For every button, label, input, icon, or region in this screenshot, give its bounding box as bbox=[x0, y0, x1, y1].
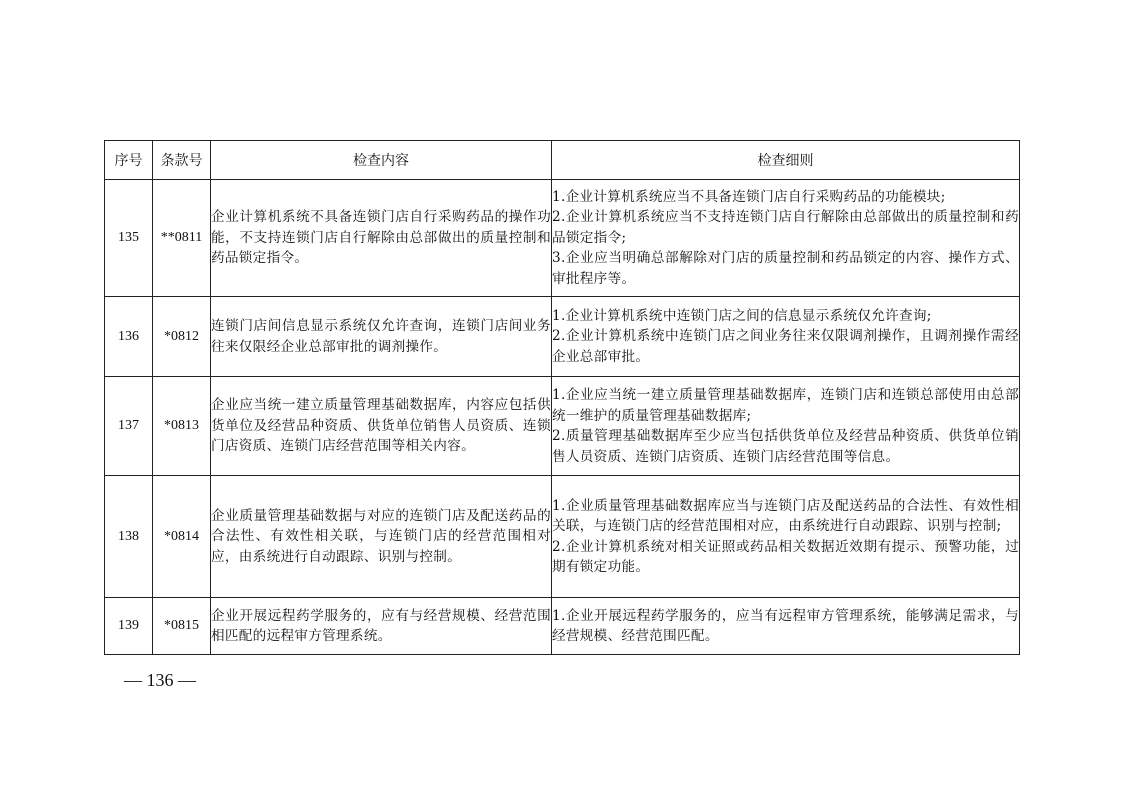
detail-item: 1.企业计算机系统应当不具备连锁门店自行采购药品的功能模块; bbox=[552, 188, 946, 205]
row-content: 企业计算机系统不具备连锁门店自行采购药品的操作功能，不支持连锁门店自行解除由总部做出的质量控制和药品锁定指令。 bbox=[211, 180, 552, 297]
row-content: 企业开展远程药学服务的，应有与经营规模、经营范围相匹配的远程审方管理系统。 bbox=[211, 598, 552, 655]
row-content: 连锁门店间信息显示系统仅允许查询，连锁门店间业务往来仅限经企业总部审批的调剂操作。 bbox=[211, 297, 552, 377]
detail-item: 2.质量管理基础数据库至少应当包括供货单位及经营品种资质、供货单位销售人员资质、连锁门店资质、连锁门店经营范围等信息。 bbox=[552, 428, 1019, 465]
row-serial-no: 138 bbox=[105, 476, 153, 598]
detail-item: 2.企业计算机系统对相关证照或药品相关数据近效期有提示、预警功能，过期有锁定功能。 bbox=[552, 538, 1019, 575]
row-details bbox=[552, 377, 1020, 476]
row-clause-no: *0815 bbox=[153, 598, 211, 655]
detail-item: 2.企业计算机系统中连锁门店之间业务往来仅限调剂操作，且调剂操作需经企业总部审批。 bbox=[552, 328, 1019, 365]
inspection-table bbox=[104, 140, 1020, 655]
row-details bbox=[552, 180, 1020, 297]
detail-item: 2.企业计算机系统应当不支持连锁门店自行解除由总部做出的质量控制和药品锁定指令; bbox=[552, 209, 1019, 246]
row-serial-no: 135 bbox=[105, 180, 153, 297]
row-details bbox=[552, 476, 1020, 598]
table-row bbox=[105, 377, 1020, 476]
header-inspection-content: 检查内容 bbox=[211, 141, 552, 180]
table-row bbox=[105, 297, 1020, 377]
table-row bbox=[105, 180, 1020, 297]
row-clause-no: *0814 bbox=[153, 476, 211, 598]
row-serial-no: 137 bbox=[105, 377, 153, 476]
row-content: 企业质量管理基础数据与对应的连锁门店及配送药品的合法性、有效性相关联，与连锁门店的经营范围相对应，由系统进行自动跟踪、识别与控制。 bbox=[211, 476, 552, 598]
row-details bbox=[552, 297, 1020, 377]
row-clause-no: *0812 bbox=[153, 297, 211, 377]
table-row bbox=[105, 598, 1020, 655]
table-row bbox=[105, 476, 1020, 598]
row-clause-no: **0811 bbox=[153, 180, 211, 297]
row-serial-no: 136 bbox=[105, 297, 153, 377]
footer-dash-right: — bbox=[178, 670, 196, 690]
detail-item: 3.企业应当明确总部解除对门店的质量控制和药品锁定的内容、操作方式、审批程序等。 bbox=[552, 250, 1019, 287]
row-clause-no: *0813 bbox=[153, 377, 211, 476]
detail-item: 1.企业计算机系统中连锁门店之间的信息显示系统仅允许查询; bbox=[552, 307, 932, 324]
detail-item: 1.企业应当统一建立质量管理基础数据库，连锁门店和连锁总部使用由总部统一维护的质量管理基础数据库; bbox=[552, 387, 1019, 424]
row-content: 企业应当统一建立质量管理基础数据库，内容应包括供货单位及经营品种资质、供货单位销售人员资质、连锁门店资质、连锁门店经营范围等相关内容。 bbox=[211, 377, 552, 476]
footer-dash-left: — bbox=[124, 670, 142, 690]
header-serial-no: 序号 bbox=[105, 141, 153, 180]
row-serial-no: 139 bbox=[105, 598, 153, 655]
row-details bbox=[552, 598, 1020, 655]
table-header-row bbox=[105, 141, 1020, 180]
detail-item: 1.企业质量管理基础数据库应当与连锁门店及配送药品的合法性、有效性相关联，与连锁门店的经营范围相对应，由系统进行自动跟踪、识别与控制; bbox=[552, 497, 1019, 534]
detail-item: 1.企业开展远程药学服务的，应当有远程审方管理系统，能够满足需求，与经营规模、经营范围匹配。 bbox=[552, 607, 1019, 644]
page-number: 136 bbox=[146, 670, 174, 690]
page-number-footer bbox=[124, 670, 196, 691]
header-clause-no: 条款号 bbox=[153, 141, 211, 180]
header-inspection-details: 检查细则 bbox=[552, 141, 1020, 180]
